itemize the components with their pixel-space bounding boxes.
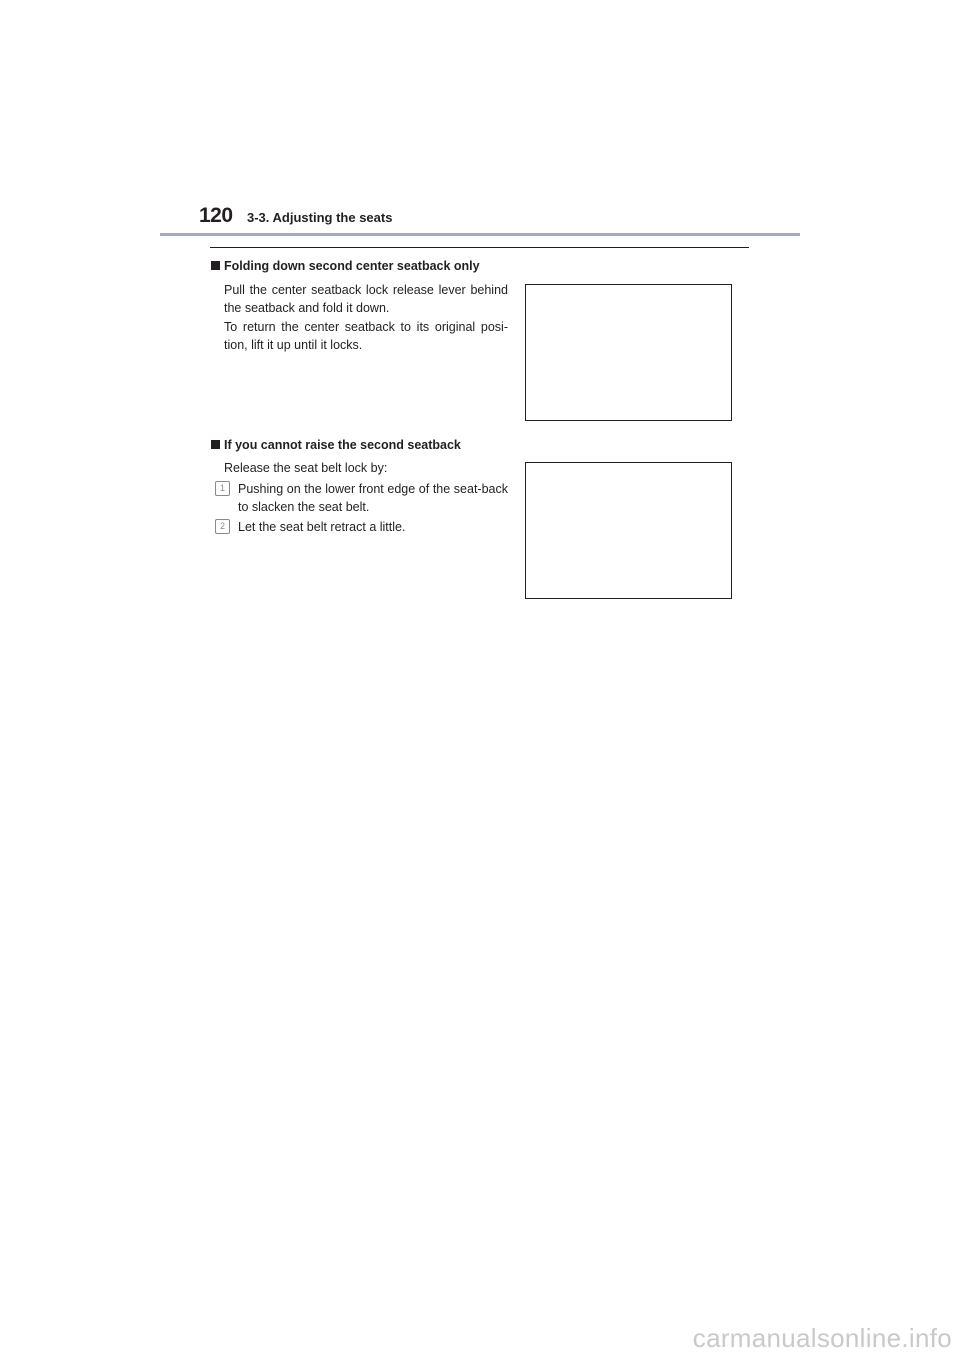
- step-2-text: Let the seat belt retract a little.: [238, 520, 406, 534]
- heading-cannot-raise-seatback: [211, 438, 461, 452]
- square-bullet-icon: [211, 261, 220, 270]
- watermark: carmanualsonline.info: [692, 1323, 952, 1353]
- step-2-number-icon: 2: [215, 519, 230, 534]
- paragraph-pull-lever: Pull the center seatback lock release lever behind the seatback and fold it down.: [224, 283, 508, 315]
- page-number: 120: [199, 204, 233, 227]
- step-1-number-icon: 1: [215, 481, 230, 496]
- section-rule: [210, 247, 749, 248]
- heading-text: If you cannot raise the second seatback: [224, 438, 461, 452]
- heading-text: Folding down second center seatback only: [224, 259, 480, 273]
- figure-folding-seatback: [525, 284, 732, 421]
- step-1-text: Pushing on the lower front edge of the seat-back to slacken the seat belt.: [238, 482, 508, 514]
- section-title: 3-3. Adjusting the seats: [247, 210, 393, 225]
- paragraph-return-seatback: To return the center seatback to its original posi-tion, lift it up until it locks.: [224, 320, 508, 352]
- heading-folding-seatback: [211, 259, 480, 273]
- paragraph-release-intro: Release the seat belt lock by:: [224, 461, 388, 475]
- header-rule: [160, 233, 800, 236]
- square-bullet-icon: [211, 440, 220, 449]
- figure-seat-belt-release: [525, 462, 732, 599]
